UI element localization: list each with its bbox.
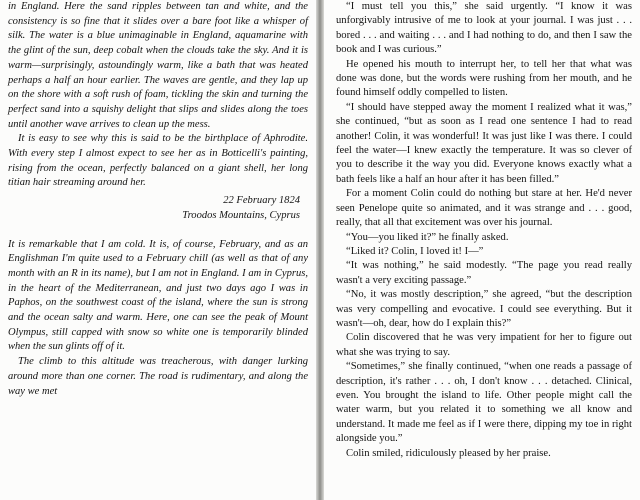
journal-paragraph: in England. Here the sand ripples between tan and white, and the consistency is so fine that it slides over a bare foot like a whisper of silk. The water is a blue unimaginable in England, aquamarine with the glint of the sun, deep cobalt when the clouds take the sky. And it is warm—surprisingly, astoundingly warm, like a bath that was heated perhaps a half an hour earlier. The waves are gentle, and they lap up on the shore with a soft rush of foam, tickling the skin and turning the perfect sand into a squishy delight that slips and slides along the toes until another wave arrives to clean up the mess. xyxy=(8,1,308,130)
novel-paragraph: “I should have stepped away the moment I realized what it was,” she continued, “but as soon as I read one sentence I had to read another! Colin, it was wonderful! It was just like I was there. I could feel the water—I knew exactly the temperature. It was so clever of you to describe it the way you did. Everyone knows exactly what a bath feels like a half an hour after it has been filled.” xyxy=(336,101,632,185)
novel-paragraph: “It was nothing,” he said modestly. “The page you read really wasn't a very exciting passage.” xyxy=(336,260,632,286)
novel-paragraph: “No, it was mostly description,” she agreed, “but the description was very compelling and evocative. I could see everything. But it wasn't—oh, dear, how do I explain this?” xyxy=(336,289,632,329)
journal-paragraph: It is remarkable that I am cold. It is, of course, February, and as an Englishman I'm quite used to a February chill (as well as that of any month with an R in its name), but I am not in England. I am in Cyprus, in the heart of the Mediterranean, and just two days ago I was in Paphos, on the southwest coast of the island, where the sun is strong and the ocean salty and warm. Here, one can see the peak of Mount Olympus, still capped with snow so white one is temporarily blinded when the sun glints off of it. xyxy=(8,238,308,353)
dateline-place: Troodos Mountains, Cyprus xyxy=(182,209,300,221)
dateline-date: 22 February 1824 xyxy=(223,195,300,207)
journal-paragraph: The climb to this altitude was treacherous, with danger lurking around more than one corner. The road is rudimentary, and along the way we met xyxy=(8,356,308,397)
novel-paragraph: “You—you liked it?” he finally asked. xyxy=(346,231,509,243)
journal-text xyxy=(8,0,308,399)
journal-dateline xyxy=(8,194,300,223)
novel-paragraph: “Liked it? Colin, I loved it! I—” xyxy=(346,245,484,257)
journal-paragraph: It is easy to see why this is said to be the birthplace of Aphrodite. With every step I almost expect to see her as in Botticelli's painting, rising from the ocean, perfectly balanced on a giant shell, her long titian hair streaming around her. xyxy=(8,133,308,189)
novel-paragraph: For a moment Colin could do nothing but stare at her. He'd never seen Penelope quite so animated, and it was strange and . . . good, really, that all that excitement was over his journal. xyxy=(336,188,632,229)
novel-paragraph: “I must tell you this,” she said urgently. “I know it was unforgivably intrusive of me to look at your journal. I was just . . . bored . . . and waiting . . . and I had nothing to do, and then I saw the book and I was curious.” xyxy=(336,1,632,56)
novel-text xyxy=(336,0,632,461)
book-gutter xyxy=(316,0,324,500)
novel-paragraph: Colin discovered that he was very impatient for her to figure out what she was trying to say. xyxy=(336,332,632,358)
novel-paragraph: Colin smiled, ridiculously pleased by her praise. xyxy=(346,447,551,459)
novel-paragraph: “Sometimes,” she finally continued, “when one reads a passage of description, it's rather . . . oh, I don't know . . . detached. Clinical, even. You brought the island to life. Other people might call the water warm, but you related it to something we all know and understand. It made me feel as if I were there, dipping my toe in right alongside you.” xyxy=(336,361,632,445)
novel-paragraph: He opened his mouth to interrupt her, to tell her that what was done was done, but the words were rushing from her mouth, and he found himself oddly compelled to listen. xyxy=(336,58,632,99)
